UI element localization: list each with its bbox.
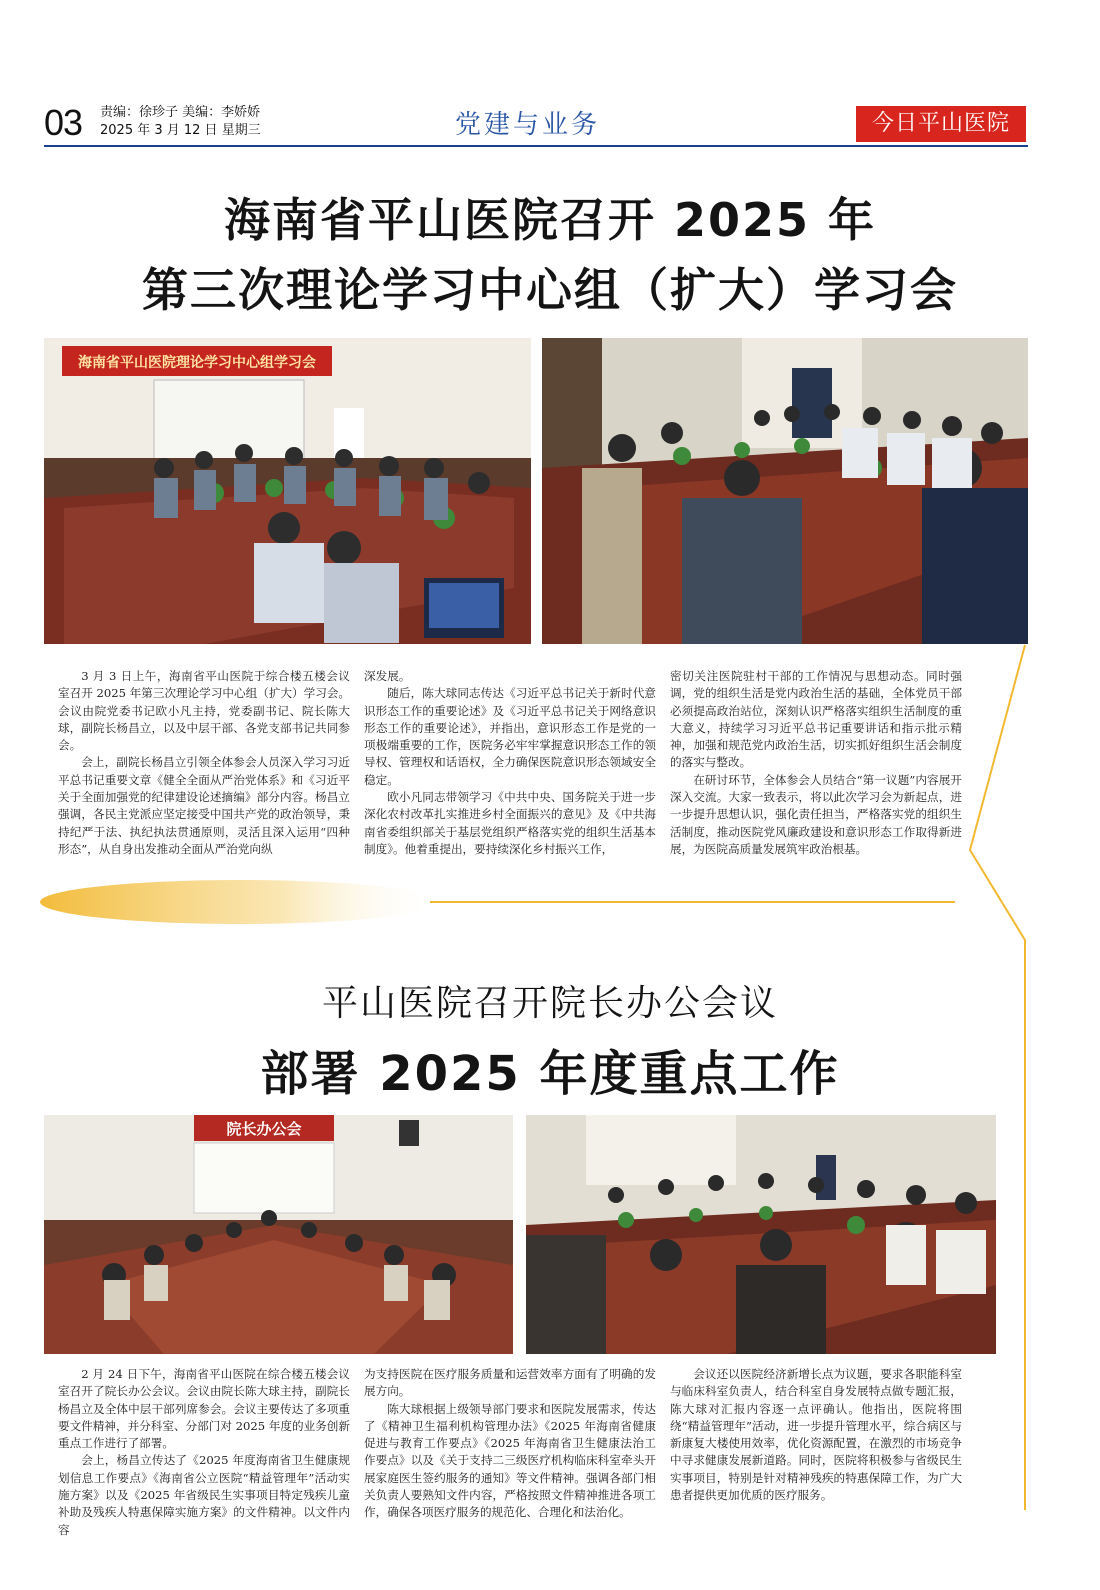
paragraph: 2 月 24 日下午，海南省平山医院在综合楼五楼会议室召开了院长办公会议。会议由院长陈大球主持，副院长杨昌立及全体中层干部列席参会。会议主要传达了多项重要文件精神，并分科室、分部门对 2025 年度的业务创新重点工作进行了部署。 [58,1367,350,1451]
article2-column3 [670,1366,962,1504]
article2-photo-banner: 院长办公会 [226,1120,302,1138]
page-number: 03 [44,102,83,143]
paragraph: 陈大球根据上级领导部门要求和医院发展需求，传达了《精神卫生福利机构管理办法》《2025 年海南省健康促进与教育工作要点》《2025 年海南省卫生健康法治工作要点》以及《关于支持二三级医疗机构临床科室牵头开展家庭医生签约服务的通知》等文件精神。强调各部门相关负责人要熟知文件内容，严格按照文件精神推进各项工作，确保各项医疗服务的规范化、合理化和法治化。 [364,1401,656,1520]
paragraph: 欧小凡同志带领学习《中共中央、国务院关于进一步深化农村改革扎实推进乡村全面振兴的意见》及《中共海南省委组织部关于基层党组织严格落实党的组织生活基本制度》。他着重提出，要持续深化乡村振兴工作， [364,790,656,856]
section-title: 党建与业务 [455,110,601,140]
paragraph: 3 月 3 日上午，海南省平山医院于综合楼五楼会议室召开 2025 年第三次理论学习中心组（扩大）学习会。会议由院党委书记欧小凡主持，党委副书记、院长陈大球，副院长杨昌立，以及中层干部、各党支部书记共同参会。 [58,669,350,753]
article2-headline-line1: 平山医院召开院长办公会议 [321,983,778,1024]
article2-headline-line2: 部署 2025 年度重点工作 [260,1046,840,1102]
paragraph: 随后，陈大球同志传达《习近平总书记关于新时代意识形态工作的重要论述》及《习近平总书记关于网络意识形态工作的重要论述》，并指出，意识形态工作是党的一项极端重要的工作，医院务必牢牢掌握意识形态工作的领导权、管理权和话语权，全力确保医院意识形态领域安全稳定。 [364,686,656,787]
date-line: 2025 年 3 月 12 日 星期三 [100,123,261,138]
paragraph: 密切关注医院驻村干部的工作情况与思想动态。同时强调，党的组织生活是党内政治生活的基础，全体党员干部必须提高政治站位，深刻认识严格落实组织生活制度的重大意义，持续学习习近平总书记重要讲话和指示批示精神，加强和规范党内政治生活，切实抓好组织生活会制度的落实与整改。 [670,669,962,770]
article2-photo-left [44,1115,513,1354]
editor-credits [100,104,261,140]
paragraph: 为支持医院在医疗服务质量和运营效率方面有了明确的发展方向。 [364,1367,656,1399]
masthead: 今日平山医院 [856,106,1026,142]
paragraph: 在研讨环节，全体参会人员结合“第一议题”内容展开深入交流。大家一致表示，将以此次学习会为新起点，进一步提升思想认识，强化责任担当，严格落实党的组织生活制度，推动医院党风廉政建设和意识形态工作取得新进展，为医院高质量发展筑牢政治根基。 [670,772,962,856]
article1-photo-banner: 海南省平山医院理论学习中心组学习会 [78,355,316,371]
paragraph: 会议还以医院经济新增长点为议题，要求各职能科室与临床科室负责人，结合科室自身发展特点做专题汇报，陈大球对汇报内容逐一点评确认。他指出，医院将围绕“精益管理年”活动，进一步提升管理水平，综合病区与新康复大楼使用效率，优化资源配置，在激烈的市场竞争中寻求健康发展新道路。同时，医院将积极参与省级民生实事项目，特别是针对精神残疾的特惠保障工作，为广大患者提供更加优质的医疗服务。 [670,1367,962,1503]
article1-photo-right [542,338,1028,644]
article1-headline-line2: 第三次理论学习中心组（扩大）学习会 [142,263,958,317]
paragraph: 深发展。 [364,669,411,683]
article2-column1 [58,1366,350,1539]
header-rule [44,145,1028,147]
paragraph: 会上，副院长杨昌立引领全体参会人员深入学习习近平总书记重要文章《健全全面从严治党体系》和《习近平关于全面加强党的纪律建设论述摘编》部分内容。杨昌立强调，各民主党派应坚定接受中国共产党的政治领导，秉持纪严于法、执纪执法贯通原则，灵活且深入运用“四种形态”，从自身出发推动全面从严治党向纵 [58,755,350,856]
article2-photo-right [526,1115,996,1354]
article1-photo-left [44,338,531,644]
article2-column2 [364,1366,656,1522]
editors-line: 责编：徐珍子 美编：李娇娇 [100,105,261,120]
paragraph: 会上，杨昌立传达了《2025 年度海南省卫生健康规划信息工作要点》《海南省公立医院“精益管理年”活动实施方案》以及《2025 年省级民生实事项目特定残疾儿童补助及残疾人特惠保障实施方案》的文件精神。以文件内容 [58,1453,350,1537]
article1-headline-line1: 海南省平山医院召开 2025 年 [223,193,877,247]
